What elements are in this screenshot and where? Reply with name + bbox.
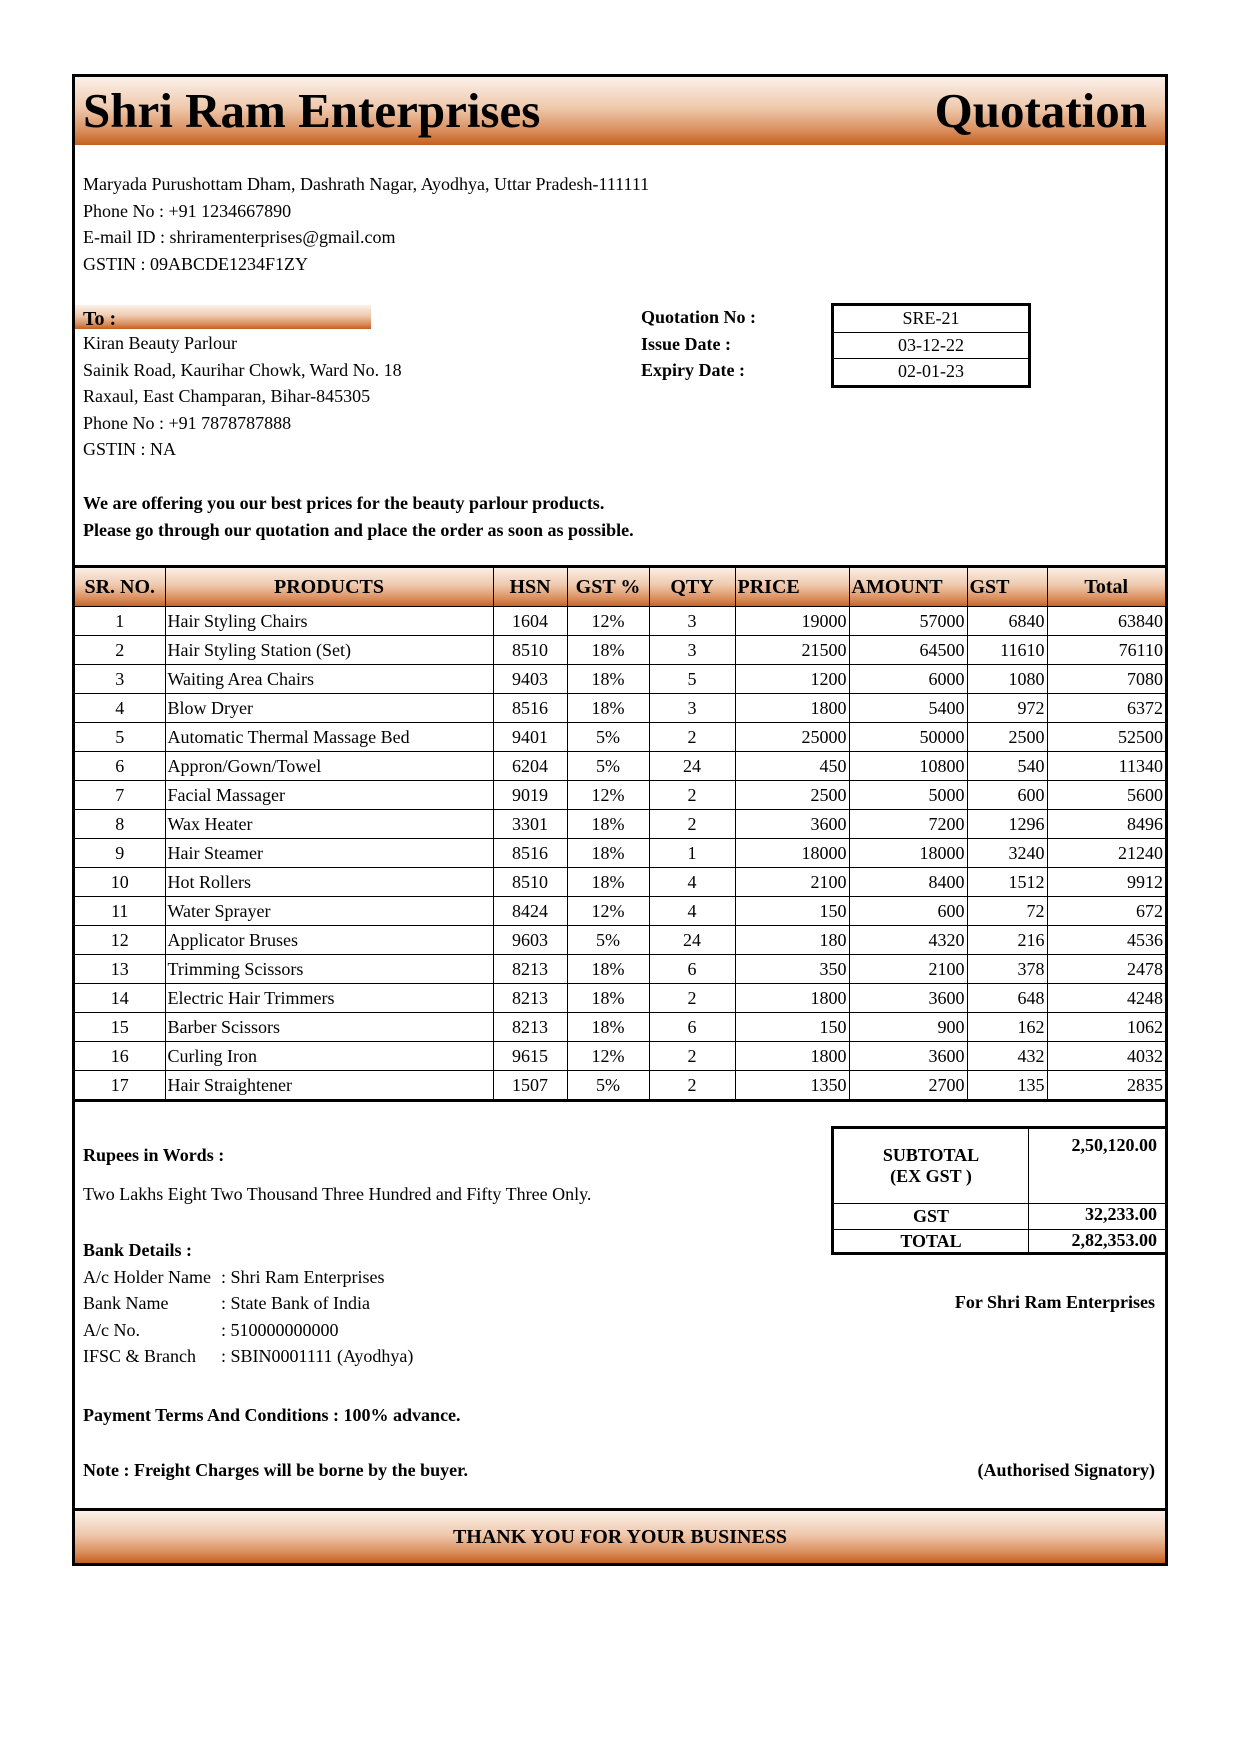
items-table xyxy=(75,565,1165,1102)
cell-hsn: 9403 xyxy=(493,665,567,694)
cell-sr-no: 12 xyxy=(75,926,165,955)
cell-total: 76110 xyxy=(1047,636,1165,665)
cell-product: Curling Iron xyxy=(165,1042,493,1071)
cell-qty: 24 xyxy=(649,752,735,781)
table-row xyxy=(75,665,1165,694)
cell-amount: 8400 xyxy=(849,868,967,897)
cell-gst-percent: 18% xyxy=(567,636,649,665)
cell-total: 2835 xyxy=(1047,1071,1165,1101)
table-row xyxy=(75,781,1165,810)
table-row xyxy=(75,839,1165,868)
cell-total: 672 xyxy=(1047,897,1165,926)
cell-qty: 6 xyxy=(649,955,735,984)
table-row xyxy=(75,897,1165,926)
total-value: 2,82,353.00 xyxy=(1029,1230,1166,1254)
cell-amount: 900 xyxy=(849,1013,967,1042)
cell-amount: 64500 xyxy=(849,636,967,665)
cell-gst-percent: 5% xyxy=(567,1071,649,1101)
totals-table xyxy=(831,1126,1165,1255)
cell-sr-no: 1 xyxy=(75,607,165,636)
col-hsn: HSN xyxy=(493,567,567,607)
col-gst: GST xyxy=(967,567,1047,607)
cell-gst-percent: 12% xyxy=(567,1042,649,1071)
cell-amount: 3600 xyxy=(849,1042,967,1071)
cell-product: Hot Rollers xyxy=(165,868,493,897)
cell-total: 6372 xyxy=(1047,694,1165,723)
cell-amount: 5000 xyxy=(849,781,967,810)
rupees-in-words-label: Rupees in Words : xyxy=(83,1145,225,1165)
account-no-key: A/c No. xyxy=(83,1319,140,1340)
cell-amount: 7200 xyxy=(849,810,967,839)
quotation-number: SRE-21 xyxy=(834,306,1028,333)
freight-note: Note : Freight Charges will be borne by the buyer. xyxy=(83,1460,468,1480)
cell-hsn: 8213 xyxy=(493,1013,567,1042)
quotation-number-label: Quotation No : xyxy=(641,307,757,327)
cell-amount: 10800 xyxy=(849,752,967,781)
cell-total: 11340 xyxy=(1047,752,1165,781)
cell-hsn: 8516 xyxy=(493,839,567,868)
cell-total: 5600 xyxy=(1047,781,1165,810)
cell-gst: 972 xyxy=(967,694,1047,723)
payment-terms: Payment Terms And Conditions : 100% advance. xyxy=(83,1405,461,1425)
cell-gst: 6840 xyxy=(967,607,1047,636)
cell-hsn: 8510 xyxy=(493,868,567,897)
cell-product: Hair Steamer xyxy=(165,839,493,868)
cell-hsn: 3301 xyxy=(493,810,567,839)
cell-price: 150 xyxy=(735,897,849,926)
cell-sr-no: 8 xyxy=(75,810,165,839)
buyer-details xyxy=(83,330,402,463)
cell-qty: 24 xyxy=(649,926,735,955)
cell-product: Facial Massager xyxy=(165,781,493,810)
cell-total: 1062 xyxy=(1047,1013,1165,1042)
cell-qty: 2 xyxy=(649,810,735,839)
cell-gst: 648 xyxy=(967,984,1047,1013)
cell-hsn: 8510 xyxy=(493,636,567,665)
authorised-signatory: (Authorised Signatory) xyxy=(977,1460,1155,1480)
col-sr-no: SR. NO. xyxy=(75,567,165,607)
buyer-address-2: Raxaul, East Champaran, Bihar-845305 xyxy=(83,386,371,406)
intro-line-1: We are offering you our best prices for the beauty parlour products. xyxy=(83,493,605,513)
cell-amount: 4320 xyxy=(849,926,967,955)
company-name: Shri Ram Enterprises xyxy=(83,83,541,138)
quotation-document xyxy=(72,74,1168,1566)
intro-line-2: Please go through our quotation and place the order as soon as possible. xyxy=(83,519,634,540)
cell-gst: 11610 xyxy=(967,636,1047,665)
cell-total: 52500 xyxy=(1047,723,1165,752)
cell-product: Automatic Thermal Massage Bed xyxy=(165,723,493,752)
cell-gst-percent: 18% xyxy=(567,955,649,984)
cell-hsn: 8424 xyxy=(493,897,567,926)
cell-price: 18000 xyxy=(735,839,849,868)
issue-date-label: Issue Date : xyxy=(641,333,731,354)
cell-hsn: 9603 xyxy=(493,926,567,955)
cell-gst: 2500 xyxy=(967,723,1047,752)
cell-gst: 600 xyxy=(967,781,1047,810)
cell-qty: 4 xyxy=(649,868,735,897)
table-row xyxy=(75,1071,1165,1101)
cell-gst: 1512 xyxy=(967,868,1047,897)
cell-product: Blow Dryer xyxy=(165,694,493,723)
cell-sr-no: 14 xyxy=(75,984,165,1013)
bank-details-label: Bank Details : xyxy=(83,1240,193,1260)
table-row xyxy=(75,868,1165,897)
cell-sr-no: 10 xyxy=(75,868,165,897)
cell-amount: 600 xyxy=(849,897,967,926)
expiry-date: 02-01-23 xyxy=(898,361,964,381)
cell-hsn: 8213 xyxy=(493,955,567,984)
table-row xyxy=(75,1013,1165,1042)
cell-gst: 1080 xyxy=(967,665,1047,694)
cell-price: 2100 xyxy=(735,868,849,897)
table-row xyxy=(75,607,1165,636)
table-row xyxy=(75,955,1165,984)
cell-gst-percent: 12% xyxy=(567,781,649,810)
cell-sr-no: 13 xyxy=(75,955,165,984)
cell-sr-no: 2 xyxy=(75,636,165,665)
cell-gst-percent: 18% xyxy=(567,984,649,1013)
seller-email: E-mail ID : shriramenterprises@gmail.com xyxy=(83,227,396,247)
cell-gst-percent: 18% xyxy=(567,665,649,694)
ifsc-key: IFSC & Branch xyxy=(83,1346,197,1366)
cell-total: 4248 xyxy=(1047,984,1165,1013)
thank-you-bar xyxy=(75,1508,1165,1563)
cell-price: 350 xyxy=(735,955,849,984)
cell-amount: 50000 xyxy=(849,723,967,752)
cell-product: Barber Scissors xyxy=(165,1013,493,1042)
cell-gst-percent: 18% xyxy=(567,694,649,723)
bank-name-value: : State Bank of India xyxy=(221,1293,370,1313)
table-row xyxy=(75,723,1165,752)
cell-qty: 2 xyxy=(649,1042,735,1071)
col-amount: AMOUNT xyxy=(849,567,967,607)
cell-sr-no: 3 xyxy=(75,665,165,694)
cell-amount: 2700 xyxy=(849,1071,967,1101)
cell-price: 3600 xyxy=(735,810,849,839)
account-no-value: : 510000000000 xyxy=(221,1319,339,1340)
cell-hsn: 9401 xyxy=(493,723,567,752)
cell-sr-no: 6 xyxy=(75,752,165,781)
seller-phone: Phone No : +91 1234667890 xyxy=(83,200,292,221)
cell-product: Hair Styling Station (Set) xyxy=(165,636,493,665)
table-row xyxy=(75,926,1165,955)
bank-details xyxy=(83,1237,413,1370)
cell-price: 1200 xyxy=(735,665,849,694)
cell-gst-percent: 12% xyxy=(567,607,649,636)
cell-qty: 3 xyxy=(649,636,735,665)
buyer-gstin: GSTIN : NA xyxy=(83,439,176,459)
table-row xyxy=(75,752,1165,781)
cell-total: 4032 xyxy=(1047,1042,1165,1071)
cell-amount: 18000 xyxy=(849,839,967,868)
bank-name-key: Bank Name xyxy=(83,1293,169,1313)
cell-price: 180 xyxy=(735,926,849,955)
cell-amount: 5400 xyxy=(849,694,967,723)
cell-sr-no: 9 xyxy=(75,839,165,868)
cell-total: 8496 xyxy=(1047,810,1165,839)
seller-gstin: GSTIN : 09ABCDE1234F1ZY xyxy=(83,253,309,274)
cell-qty: 6 xyxy=(649,1013,735,1042)
cell-product: Hair Straightener xyxy=(165,1071,493,1101)
cell-hsn: 8516 xyxy=(493,694,567,723)
cell-amount: 2100 xyxy=(849,955,967,984)
cell-qty: 2 xyxy=(649,984,735,1013)
cell-price: 1800 xyxy=(735,694,849,723)
cell-total: 9912 xyxy=(1047,868,1165,897)
cell-total: 4536 xyxy=(1047,926,1165,955)
expiry-date-label: Expiry Date : xyxy=(641,360,745,380)
to-label: To : xyxy=(83,308,117,330)
intro-message xyxy=(83,490,634,543)
cell-gst-percent: 5% xyxy=(567,752,649,781)
cell-total: 2478 xyxy=(1047,955,1165,984)
cell-price: 2500 xyxy=(735,781,849,810)
table-row xyxy=(75,636,1165,665)
cell-amount: 3600 xyxy=(849,984,967,1013)
buyer-phone: Phone No : +91 7878787888 xyxy=(83,412,292,433)
cell-price: 450 xyxy=(735,752,849,781)
col-total: Total xyxy=(1047,567,1165,607)
buyer-address-1: Sainik Road, Kaurihar Chowk, Ward No. 18 xyxy=(83,359,402,380)
cell-product: Applicator Bruses xyxy=(165,926,493,955)
issue-date: 03-12-22 xyxy=(834,333,1028,360)
table-row xyxy=(75,694,1165,723)
cell-product: Trimming Scissors xyxy=(165,955,493,984)
cell-gst-percent: 5% xyxy=(567,723,649,752)
to-label-bar xyxy=(75,305,371,329)
cell-price: 21500 xyxy=(735,636,849,665)
cell-hsn: 8213 xyxy=(493,984,567,1013)
subtotal-label: SUBTOTAL (EX GST ) xyxy=(833,1128,1029,1204)
cell-gst: 378 xyxy=(967,955,1047,984)
cell-gst: 216 xyxy=(967,926,1047,955)
cell-gst: 162 xyxy=(967,1013,1047,1042)
cell-gst: 135 xyxy=(967,1071,1047,1101)
cell-gst-percent: 12% xyxy=(567,897,649,926)
cell-product: Waiting Area Chairs xyxy=(165,665,493,694)
cell-total: 63840 xyxy=(1047,607,1165,636)
cell-product: Water Sprayer xyxy=(165,897,493,926)
table-row xyxy=(75,810,1165,839)
cell-product: Electric Hair Trimmers xyxy=(165,984,493,1013)
cell-qty: 3 xyxy=(649,607,735,636)
seller-details xyxy=(83,171,649,277)
cell-price: 1800 xyxy=(735,984,849,1013)
cell-price: 25000 xyxy=(735,723,849,752)
cell-sr-no: 15 xyxy=(75,1013,165,1042)
document-type: Quotation xyxy=(934,83,1147,138)
cell-sr-no: 4 xyxy=(75,694,165,723)
cell-gst: 432 xyxy=(967,1042,1047,1071)
cell-gst: 72 xyxy=(967,897,1047,926)
buyer-name: Kiran Beauty Parlour xyxy=(83,333,237,353)
cell-hsn: 1604 xyxy=(493,607,567,636)
cell-hsn: 6204 xyxy=(493,752,567,781)
cell-hsn: 9019 xyxy=(493,781,567,810)
cell-amount: 6000 xyxy=(849,665,967,694)
for-company: For Shri Ram Enterprises xyxy=(954,1292,1155,1312)
rupees-in-words: Two Lakhs Eight Two Thousand Three Hundred and Fifty Three Only. xyxy=(83,1184,592,1204)
cell-qty: 1 xyxy=(649,839,735,868)
cell-qty: 3 xyxy=(649,694,735,723)
quote-info-box xyxy=(831,303,1031,388)
cell-sr-no: 16 xyxy=(75,1042,165,1071)
cell-gst-percent: 5% xyxy=(567,926,649,955)
subtotal-value: 2,50,120.00 xyxy=(1029,1128,1166,1204)
quote-info-labels xyxy=(641,304,756,384)
cell-qty: 2 xyxy=(649,1071,735,1101)
cell-price: 1350 xyxy=(735,1071,849,1101)
holder-value: : Shri Ram Enterprises xyxy=(221,1266,385,1287)
gst-label: GST xyxy=(833,1204,1029,1230)
cell-hsn: 9615 xyxy=(493,1042,567,1071)
cell-gst: 540 xyxy=(967,752,1047,781)
cell-price: 1800 xyxy=(735,1042,849,1071)
cell-qty: 4 xyxy=(649,897,735,926)
seller-address: Maryada Purushottam Dham, Dashrath Nagar, Ayodhya, Uttar Pradesh-111111 xyxy=(83,174,650,194)
cell-hsn: 1507 xyxy=(493,1071,567,1101)
cell-qty: 2 xyxy=(649,723,735,752)
col-qty: QTY xyxy=(649,567,735,607)
cell-price: 19000 xyxy=(735,607,849,636)
cell-sr-no: 7 xyxy=(75,781,165,810)
cell-sr-no: 5 xyxy=(75,723,165,752)
table-row xyxy=(75,1042,1165,1071)
thank-you-text: THANK YOU FOR YOUR BUSINESS xyxy=(452,1525,788,1548)
cell-gst-percent: 18% xyxy=(567,868,649,897)
col-price: PRICE xyxy=(735,567,849,607)
col-products: PRODUCTS xyxy=(165,567,493,607)
cell-gst: 1296 xyxy=(967,810,1047,839)
table-row xyxy=(75,984,1165,1013)
cell-gst-percent: 18% xyxy=(567,1013,649,1042)
cell-gst-percent: 18% xyxy=(567,839,649,868)
cell-product: Hair Styling Chairs xyxy=(165,607,493,636)
cell-product: Appron/Gown/Towel xyxy=(165,752,493,781)
total-label: TOTAL xyxy=(833,1230,1029,1254)
holder-key: A/c Holder Name xyxy=(83,1266,211,1287)
cell-gst-percent: 18% xyxy=(567,810,649,839)
cell-qty: 5 xyxy=(649,665,735,694)
cell-price: 150 xyxy=(735,1013,849,1042)
cell-product: Wax Heater xyxy=(165,810,493,839)
cell-qty: 2 xyxy=(649,781,735,810)
cell-amount: 57000 xyxy=(849,607,967,636)
cell-gst: 3240 xyxy=(967,839,1047,868)
cell-total: 21240 xyxy=(1047,839,1165,868)
cell-sr-no: 11 xyxy=(75,897,165,926)
gst-value: 32,233.00 xyxy=(1029,1204,1166,1230)
table-header-row xyxy=(75,567,1165,607)
title-bar xyxy=(75,77,1165,145)
cell-sr-no: 17 xyxy=(75,1071,165,1101)
ifsc-value: : SBIN0001111 (Ayodhya) xyxy=(221,1346,414,1366)
col-gst-percent: GST % xyxy=(567,567,649,607)
cell-total: 7080 xyxy=(1047,665,1165,694)
